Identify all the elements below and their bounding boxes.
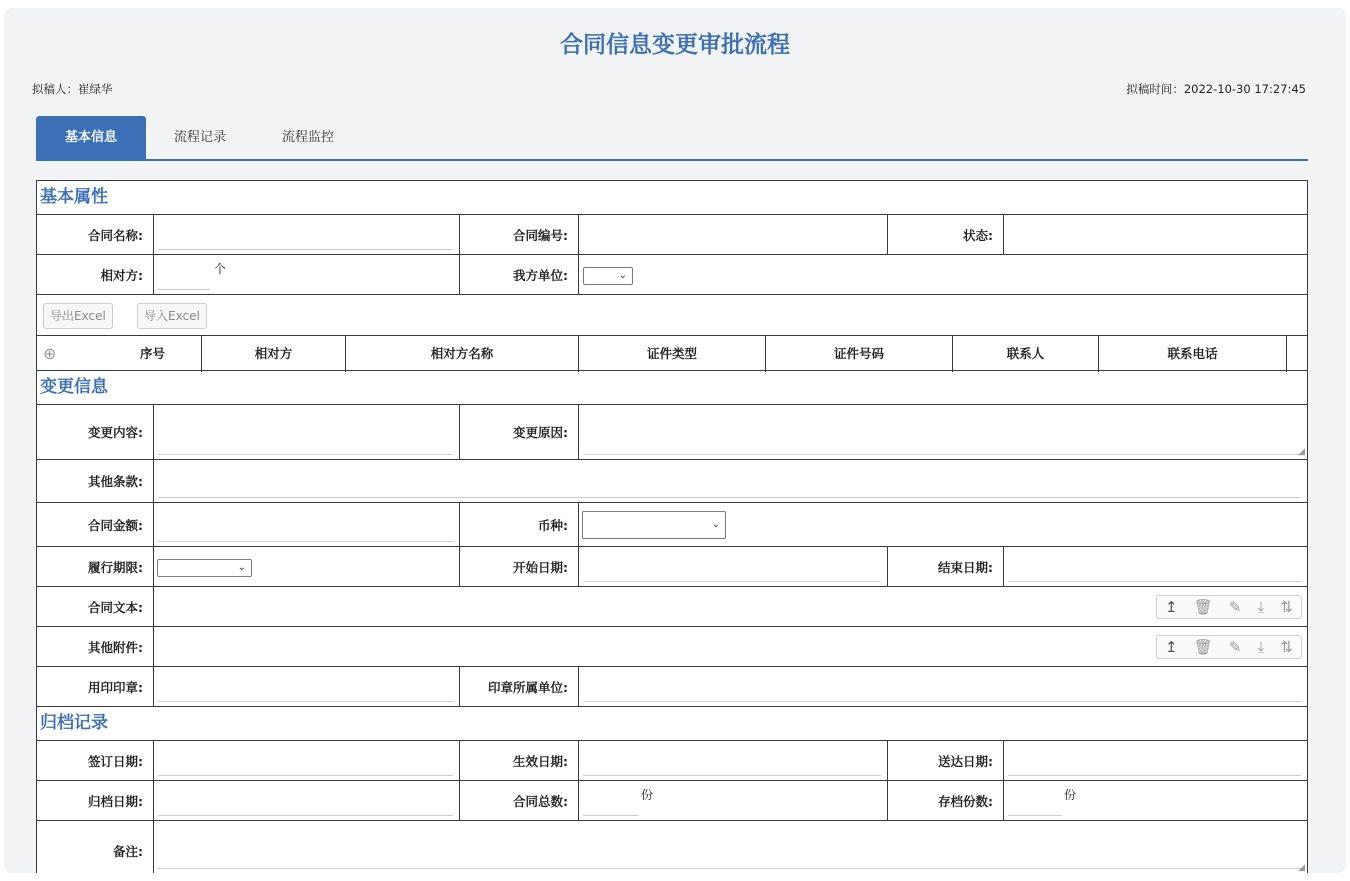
row-change-content — [37, 405, 1307, 460]
row-seal — [37, 667, 1307, 707]
archive-date-input[interactable] — [154, 781, 460, 820]
th-id-number: 证件号码 — [766, 336, 953, 372]
section-title-change: 变更信息 — [40, 377, 108, 397]
edit-icon[interactable]: ✎ — [1228, 638, 1242, 656]
attachment-toolbar — [1156, 635, 1302, 659]
th-counterparty-name: 相对方名称 — [346, 336, 579, 372]
label-status: 状态: — [888, 215, 1004, 254]
total-copies-input[interactable] — [583, 815, 639, 816]
th-contact: 联系人 — [953, 336, 1099, 372]
tab-basic-info[interactable]: 基本信息 — [36, 116, 146, 159]
currency-select[interactable] — [582, 511, 726, 539]
label-change-content: 变更内容: — [37, 405, 154, 459]
counterparty-unit: 个 — [214, 262, 227, 276]
import-excel-button[interactable]: 导入Excel — [137, 303, 207, 329]
section-title-archive: 归档记录 — [40, 713, 108, 733]
add-row-icon[interactable]: ⊕ — [43, 344, 57, 363]
tab-flow-monitor[interactable]: 流程监控 — [281, 130, 334, 145]
contract-name-input[interactable] — [154, 215, 460, 254]
term-select[interactable] — [157, 559, 252, 577]
upload-icon[interactable]: ↥ — [1165, 598, 1178, 616]
change-content-input[interactable] — [154, 405, 460, 459]
label-amount: 合同金额: — [37, 503, 154, 546]
label-remark: 备注: — [37, 821, 154, 873]
change-reason-textarea[interactable] — [579, 405, 1307, 459]
label-contract-text: 合同文本: — [37, 587, 154, 626]
contract-form — [36, 180, 1308, 873]
seal-unit-input[interactable] — [579, 667, 1307, 706]
upload-icon[interactable]: ↥ — [1165, 638, 1178, 656]
label-contract-name: 合同名称: — [37, 215, 154, 254]
label-other-terms: 其他条款: — [37, 460, 154, 502]
counterparty-count-input[interactable] — [158, 289, 210, 290]
total-copies-unit: 份 — [641, 788, 654, 802]
th-counterparty: 相对方 — [202, 336, 346, 372]
section-title-basic: 基本属性 — [40, 187, 108, 207]
label-end-date: 结束日期: — [888, 547, 1004, 586]
start-date-input[interactable] — [579, 547, 888, 586]
th-index — [37, 336, 202, 372]
page-title: 合同信息变更审批流程 — [560, 32, 790, 58]
status-field — [1004, 215, 1307, 254]
row-counterparty — [37, 255, 1307, 295]
section-basic — [37, 181, 1307, 215]
section-change — [37, 371, 1307, 405]
download-icon[interactable]: ⤓ — [1257, 598, 1265, 616]
row-contract-name — [37, 215, 1307, 255]
label-total-copies: 合同总数: — [460, 781, 579, 820]
counterparty-table — [37, 295, 1307, 371]
chevron-down-icon: ⌄ — [711, 519, 720, 530]
label-currency: 币种: — [460, 503, 579, 546]
th-index-label: 序号 — [139, 346, 165, 361]
row-contract-text — [37, 587, 1307, 627]
chevron-down-icon: ⌄ — [237, 562, 246, 573]
row-remark — [37, 821, 1307, 873]
label-sign-date: 签订日期: — [37, 741, 154, 780]
draft-time-info: 拟稿时间：2022-10-30 17:27:45 — [1126, 82, 1306, 96]
archive-copies-field — [1004, 781, 1307, 820]
edit-icon[interactable]: ✎ — [1228, 598, 1242, 616]
delete-icon[interactable]: 🗑 — [1193, 638, 1213, 656]
other-terms-input[interactable] — [154, 460, 1307, 502]
drafter-info: 拟稿人：崔绿华 — [32, 82, 113, 96]
amount-input[interactable] — [154, 503, 460, 546]
archive-copies-unit: 份 — [1064, 788, 1077, 802]
th-phone: 联系电话 — [1099, 336, 1287, 372]
seal-input[interactable] — [154, 667, 460, 706]
row-sign-date — [37, 741, 1307, 781]
label-archive-copies: 存档份数: — [888, 781, 1004, 820]
row-amount — [37, 503, 1307, 547]
label-start-date: 开始日期: — [460, 547, 579, 586]
tab-flow-records[interactable]: 流程记录 — [173, 130, 226, 145]
archive-copies-input[interactable] — [1008, 815, 1062, 816]
tab-bar — [36, 116, 1308, 161]
sort-icon[interactable]: ⇅ — [1280, 638, 1293, 656]
contract-no-input[interactable] — [579, 215, 888, 254]
label-contract-no: 合同编号: — [460, 215, 579, 254]
remark-textarea[interactable] — [154, 821, 1307, 873]
counterparty-field — [154, 255, 460, 294]
effective-date-input[interactable] — [579, 741, 888, 780]
other-attachments — [154, 627, 1307, 666]
label-delivery-date: 送达日期: — [888, 741, 1004, 780]
term-field — [154, 547, 460, 586]
label-other-attach: 其他附件: — [37, 627, 154, 666]
resize-handle-icon[interactable]: ◢ — [1298, 863, 1305, 873]
currency-field — [579, 503, 1307, 546]
page-container — [4, 8, 1346, 873]
label-seal: 用印印章: — [37, 667, 154, 706]
end-date-input[interactable] — [1004, 547, 1307, 586]
th-id-type: 证件类型 — [579, 336, 766, 372]
delete-icon[interactable]: 🗑 — [1193, 598, 1213, 616]
our-unit-select[interactable] — [583, 267, 633, 285]
chevron-down-icon: ⌄ — [618, 270, 627, 281]
label-our-unit: 我方单位: — [460, 255, 579, 294]
row-archive-date — [37, 781, 1307, 821]
label-term: 履行期限: — [37, 547, 154, 586]
table-header-row — [37, 335, 1307, 371]
label-seal-unit: 印章所属单位: — [460, 667, 579, 706]
label-change-reason: 变更原因: — [460, 405, 579, 459]
contract-text-attachments — [154, 587, 1307, 626]
row-other-terms — [37, 460, 1307, 503]
row-other-attach — [37, 627, 1307, 667]
sort-icon[interactable]: ⇅ — [1280, 598, 1293, 616]
total-copies-field — [579, 781, 888, 820]
row-term — [37, 547, 1307, 587]
download-icon[interactable]: ⤓ — [1257, 638, 1265, 656]
export-excel-button[interactable]: 导出Excel — [43, 303, 113, 329]
delivery-date-input[interactable] — [1004, 741, 1307, 780]
our-unit-field — [579, 255, 1307, 294]
label-archive-date: 归档日期: — [37, 781, 154, 820]
attachment-toolbar — [1156, 595, 1302, 619]
section-archive — [37, 707, 1307, 741]
resize-handle-icon[interactable]: ◢ — [1298, 447, 1305, 457]
sign-date-input[interactable] — [154, 741, 460, 780]
label-counterparty: 相对方: — [37, 255, 154, 294]
label-effective-date: 生效日期: — [460, 741, 579, 780]
